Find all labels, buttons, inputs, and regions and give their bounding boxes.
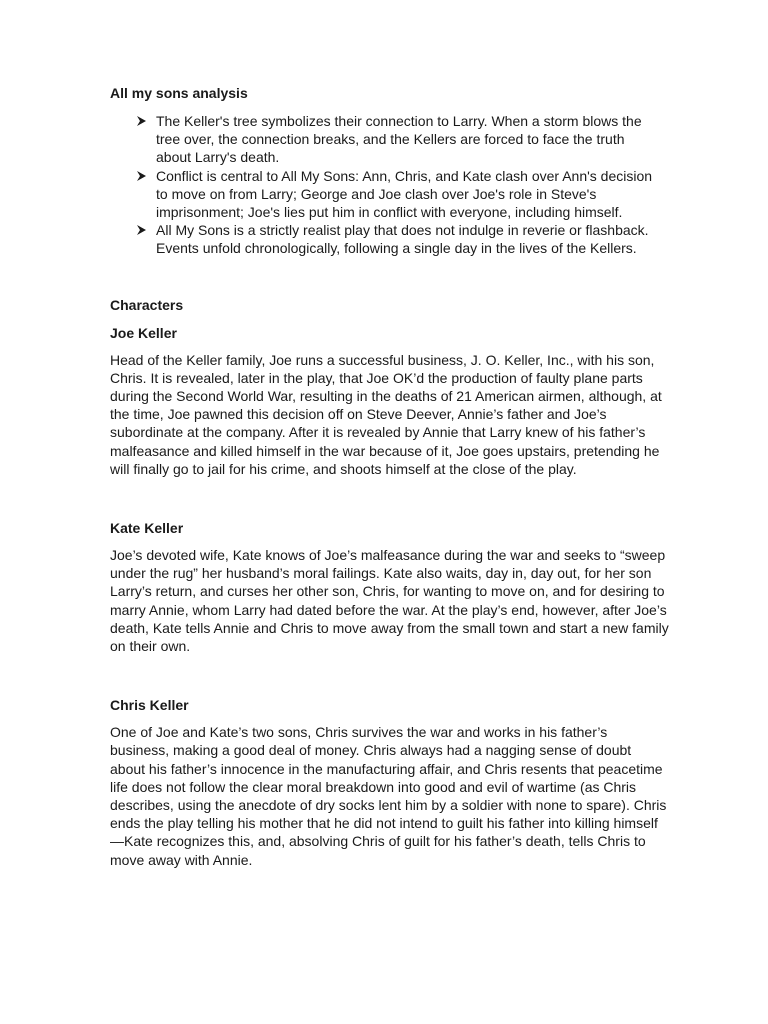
list-item (110, 221, 656, 257)
chris-keller-paragraph: One of Joe and Kate’s two sons, Chris survives the war and works in his father’s business, making a good deal of money. Chris always had a nagging sense of doubt about his father’s innocence in the manufacturing affair, and Chris resents that peacetime life does not follow the clear moral breakdown into good and evil of wartime (as Chris describes, using the anecdote of dry socks lent him by a soldier with none to spare). Chris ends the play telling his mother that he did not intend to guilt his father into killing himself—Kate recognizes this, and, absolving Chris of guilt for his father’s death, tells Chris to move away with Annie. (110, 724, 667, 868)
list-item (110, 112, 656, 167)
list-item (110, 167, 656, 222)
arrowhead-bullet-icon (135, 221, 149, 239)
characters-heading: Characters (110, 296, 184, 313)
chris-keller-heading: Chris Keller (110, 697, 189, 714)
arrowhead-bullet-icon (135, 112, 149, 130)
document-title: All my sons analysis (110, 85, 248, 101)
analysis-bullet-list (110, 112, 670, 258)
bullet-text: All My Sons is a strictly realist play that does not indulge in reverie or flashback. Events unfold chronologically, following a single day in the lives of the Kellers. (156, 222, 649, 257)
kate-keller-paragraph: Joe’s devoted wife, Kate knows of Joe’s malfeasance during the war and seeks to “sweep under the rug” her husband’s moral failings. Kate also waits, day in, day out, for her son Larry’s return, and curses her other son, Chris, for wanting to move on, and for desiring to marry Annie, whom Larry had dated before the war. At the play’s end, however, after Joe’s death, Kate tells Annie and Chris to move away from the small town and start a new family on their own. (110, 547, 669, 655)
arrowhead-bullet-icon (135, 167, 149, 185)
kate-keller-heading: Kate Keller (110, 520, 184, 537)
bullet-text: The Keller's tree symbolizes their connection to Larry. When a storm blows the tree over, the connection breaks, and the Kellers are forced to face the truth about Larry's death. (156, 113, 642, 166)
document-page (110, 84, 670, 869)
bullet-text: Conflict is central to All My Sons: Ann, Chris, and Kate clash over Ann's decision to move on from Larry; George and Joe clash over Joe's role in Steve's imprisonment; Joe's lies put him in conflict with everyone, including himself. (156, 167, 653, 221)
joe-keller-paragraph: Head of the Keller family, Joe runs a successful business, J. O. Keller, Inc., with his son, Chris. It is revealed, later in the play, that Joe OK’d the production of faulty plane parts during the Second World War, resulting in the deaths of 21 American airmen, although, at the time, Joe pawned this decision off on Steve Deever, Annie’s father and Joe’s subordinate at the company. After it is revealed by Annie that Larry knew of his father’s malfeasance and killed himself in the war because of it, Joe goes upstairs, pretending he will finally go to jail for his crime, and shoots himself at the close of the play. (110, 351, 662, 477)
joe-keller-heading: Joe Keller (110, 324, 177, 341)
